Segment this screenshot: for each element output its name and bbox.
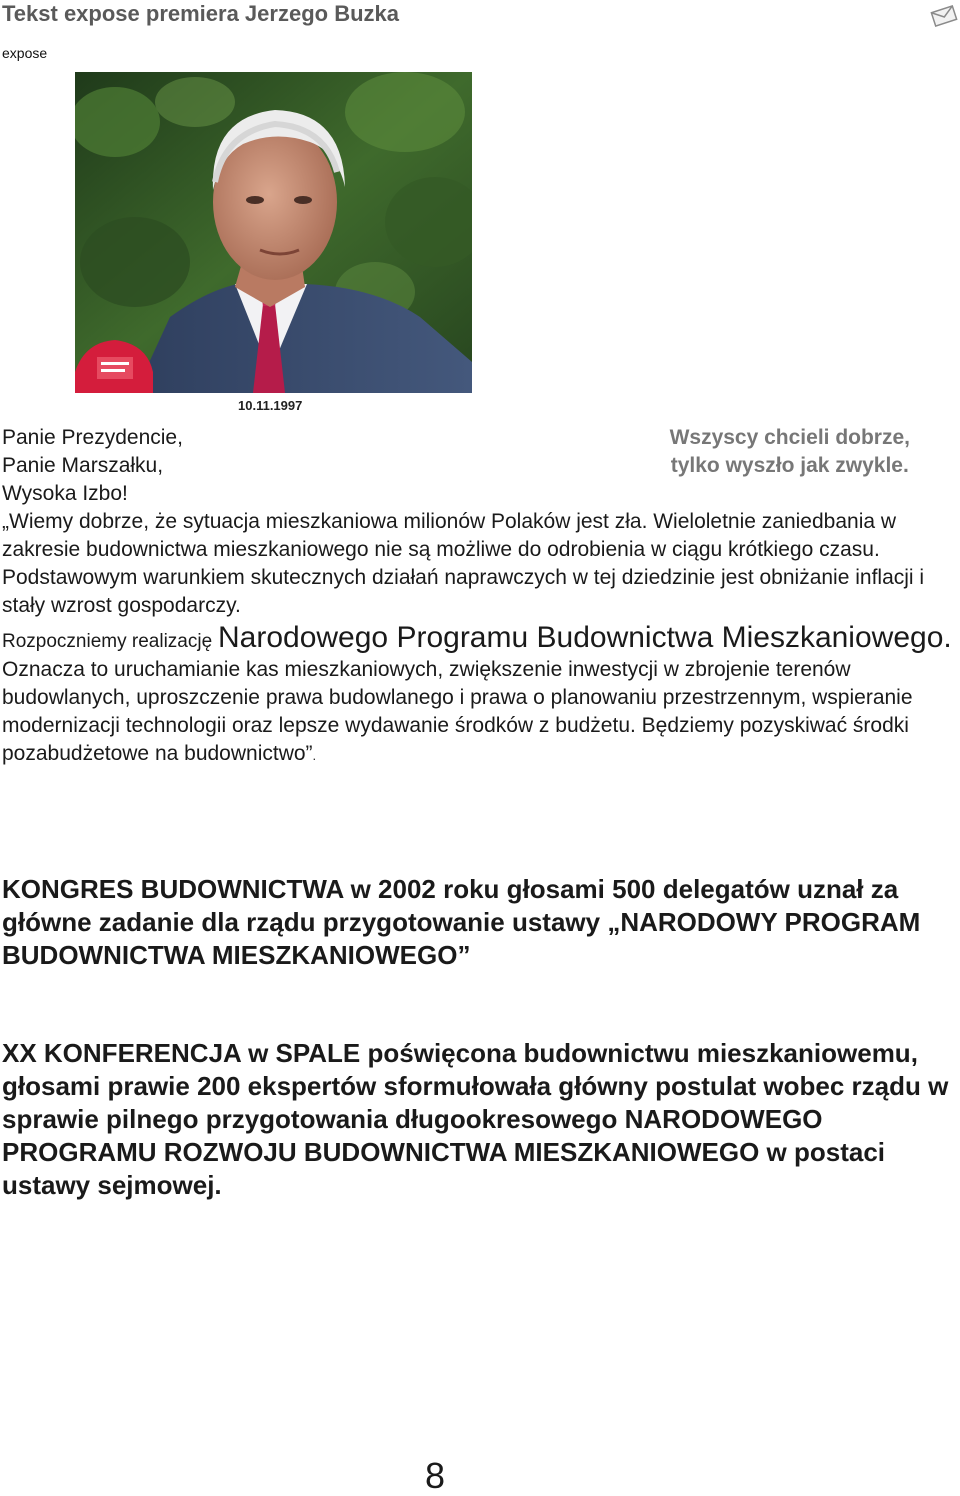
program-name: Narodowego Programu Budownictwa Mieszkaniowego. (218, 621, 952, 654)
quote-part: Rozpoczniemy realizację (2, 631, 213, 652)
quote-part: Oznacza to uruchamianie kas mieszkaniowych, zwiększenie inwestycji w zbrojenie terenów budowlanych, uproszczenie prawa budowlanego i prawa o planowaniu przestrzennym, wspieranie modernizacji technologii oraz lepsze wydawanie środków z budżetu. Będziemy pozyskiwać środki pozabudżetowe na budownictwo” (2, 658, 913, 765)
congress-paragraph: KONGRES BUDOWNICTWA w 2002 roku głosami 500 delegatów uznał za główne zadanie dla rządu przygotowanie ustawy „NARODOWY PROGRAM BUDOWNICTWA MIESZKANIOWEGO” (2, 874, 921, 970)
salutations (2, 424, 183, 508)
expose-quote (2, 508, 952, 770)
page-number: 8 (424, 1455, 446, 1496)
motto-line: tylko wyszło jak zwykle. (670, 454, 909, 477)
quote-end: . (312, 748, 317, 763)
photo-date: 10.11.1997 (238, 398, 303, 413)
motto (670, 424, 910, 480)
motto-line: Wszyscy chcieli dobrze, (669, 426, 910, 449)
salutation-line: Panie Marszałku, (2, 454, 164, 477)
document-title: Tekst expose premiera Jerzego Buzka (2, 1, 399, 26)
quote-part: „Wiemy dobrze, że sytuacja mieszkaniowa milionów Polaków jest zła. Wieloletnie zaniedbania w zakresie budownictwa mieszkaniowego nie są możliwe do odrobienia w ciągu krótkiego czasu. Podstawowym warunkiem skutecznych działań naprawczych w tej dziedzinie jest obniżanie inflacji i stały wzrost gospodarczy. (2, 510, 925, 617)
portrait-photo (75, 72, 472, 393)
salutation-line: Panie Prezydencie, (2, 426, 183, 449)
document-tag: expose (2, 45, 48, 61)
envelope-icon[interactable] (930, 4, 958, 28)
conference-paragraph: XX KONFERENCJA w SPALE poświęcona budownictwu mieszkaniowemu, głosami prawie 200 ekspertów sformułowała główny postulat wobec rządu w sprawie pilnego przygotowania długookresowego NARODOWEGO PROGRAMU ROZWOJU BUDOWNICTWA MIESZKANIOWEGO w postaci ustawy sejmowej. (2, 1038, 949, 1200)
salutation-line: Wysoka Izbo! (2, 482, 128, 505)
